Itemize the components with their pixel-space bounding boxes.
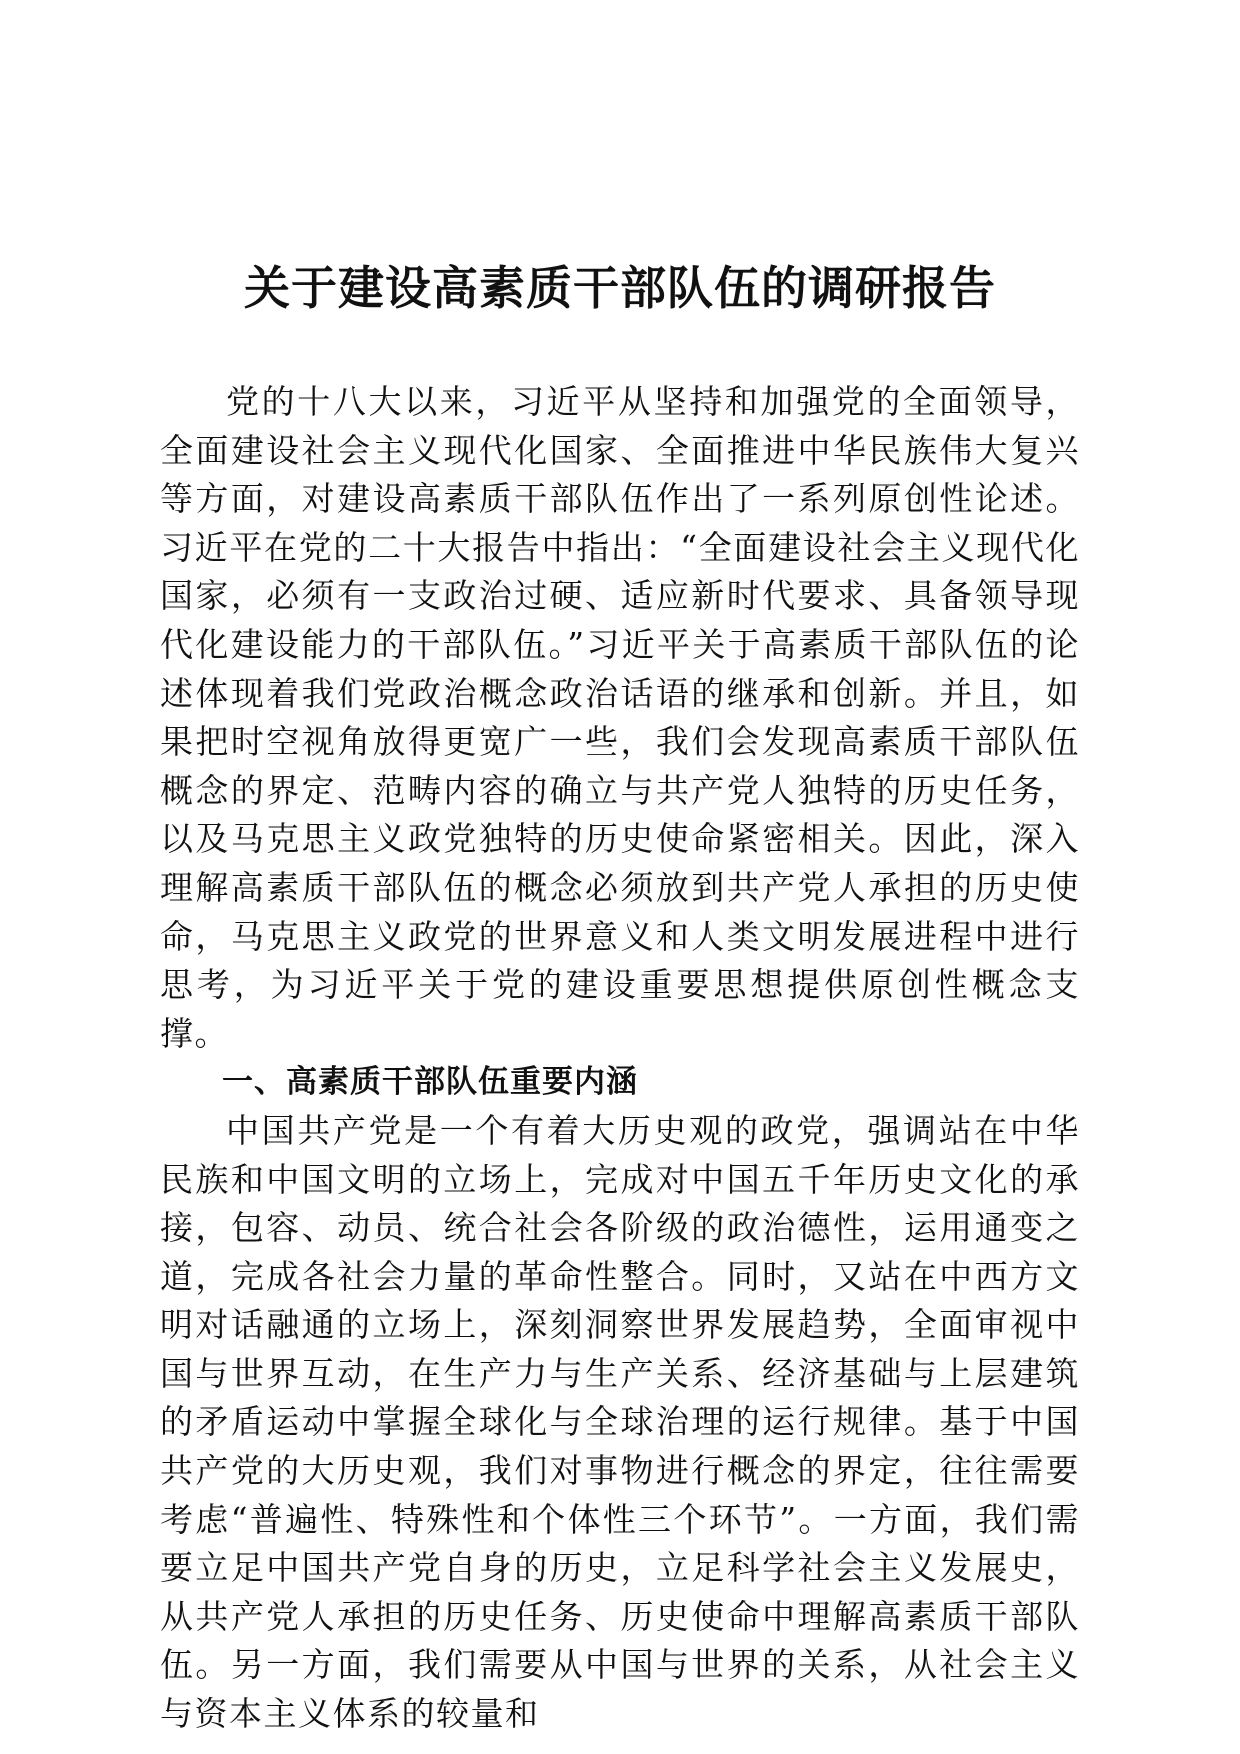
section-heading-1: 一、高素质干部队伍重要内涵: [222, 1064, 638, 1101]
intro-paragraph: 党的十八大以来，习近平从坚持和加强党的全面领导，全面建设社会主义现代化国家、全面推进中华民族伟大复兴等方面，对建设高素质干部队伍作出了一系列原创性论述。习近平在党的二十大报告中指出：“全面建设社会主义现代化国家，必须有一支政治过硬、适应新时代要求、具备领导现代化建设能力的干部队伍。”习近平关于高素质干部队伍的论述体现着我们党政治概念政治话语的继承和创新。并且，如果把时空视角放得更宽广一些，我们会发现高素质干部队伍概念的界定、范畴内容的确立与共产党人独特的历史任务，以及马克思主义政党独特的历史使命紧密相关。因此，深入理解高素质干部队伍的概念必须放到共产党人承担的历史使命，马克思主义政党的世界意义和人类文明发展进程中进行思考，为习近平关于党的建设重要思想提供原创性概念支撑。: [160, 382, 1080, 1053]
section-1-paragraph: 中国共产党是一个有着大历史观的政党，强调站在中华民族和中国文明的立场上，完成对中国五千年历史文化的承接，包容、动员、统合社会各阶级的政治德性，运用通变之道，完成各社会力量的革命性整合。同时，又站在中西方文明对话融通的立场上，深刻洞察世界发展趋势，全面审视中国与世界互动，在生产力与生产关系、经济基础与上层建筑的矛盾运动中掌握全球化与全球治理的运行规律。基于中国共产党的大历史观，我们对事物进行概念的界定，往往需要考虑“普遍性、特殊性和个体性三个环节”。一方面，我们需要立足中国共产党自身的历史，立足科学社会主义发展史，从共产党人承担的历史任务、历史使命中理解高素质干部队伍。另一方面，我们需要从中国与世界的关系，从社会主义与资本主义体系的较量和: [160, 1110, 1080, 1734]
document-title: 关于建设高素质干部队伍的调研报告: [244, 261, 996, 315]
document-body: [160, 378, 1080, 1739]
